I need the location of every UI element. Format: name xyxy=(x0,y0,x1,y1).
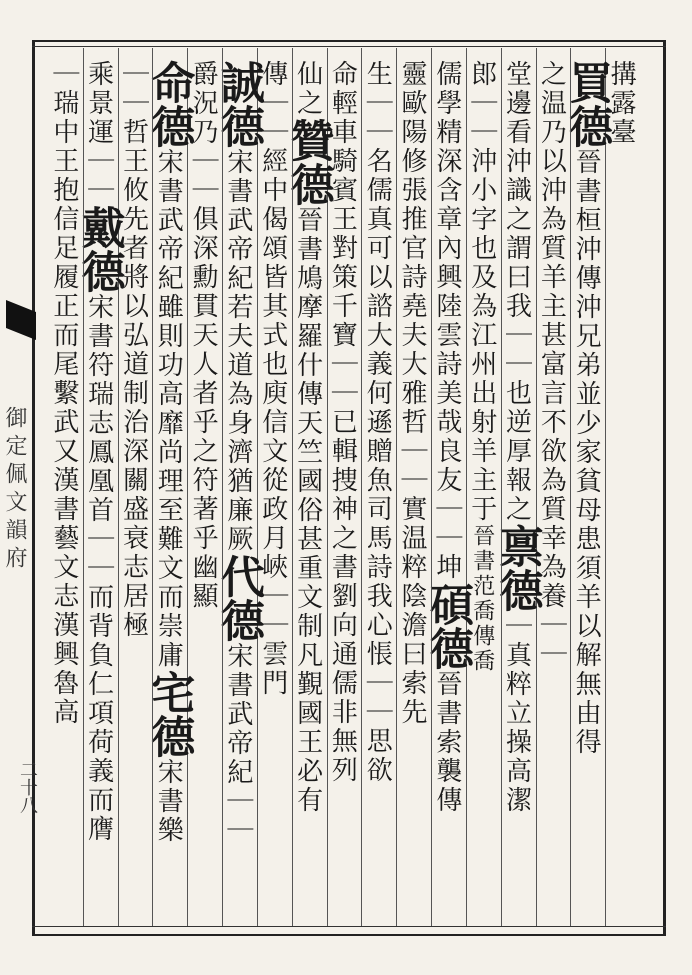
column-divider xyxy=(118,48,119,926)
headword: 誠德 xyxy=(212,60,264,148)
column-divider xyxy=(605,48,606,926)
column-text: 靈歐陽修張推官詩堯夫大雅哲｜｜實温粹 xyxy=(397,60,428,582)
column-text: 臺 xyxy=(605,118,636,147)
column-text: 生｜｜名儒真可以諮大義何遜贈魚司馬詩我心悵｜｜思欲 xyxy=(362,60,393,785)
text-column xyxy=(118,60,153,920)
text-column xyxy=(48,60,83,920)
column-text: 宋書武帝紀若夫道為身濟猶廉厥 xyxy=(222,148,253,554)
column-text: 晉書桓沖傳沖兄弟並少家貧母患須羊以解無由得 xyxy=(571,148,602,757)
column-text: 乘景運｜｜ xyxy=(83,60,114,205)
column-text: ｜真粹立操高潔 xyxy=(501,612,532,815)
text-column xyxy=(143,60,195,920)
column-divider xyxy=(152,48,153,926)
column-text: 堂邊看沖識之謂曰我｜｜也逆厚報之 xyxy=(501,60,532,524)
column-divider xyxy=(361,48,362,926)
headword: 戴德 xyxy=(73,205,125,293)
column-text: 晉書范喬傳喬 xyxy=(469,524,495,674)
headword: 宅德 xyxy=(143,670,195,758)
text-column xyxy=(212,60,264,920)
column-text: 宋書樂 xyxy=(153,758,184,845)
page-number: 二十八 xyxy=(17,760,38,814)
column-text: 晉書索襲傳 xyxy=(431,670,462,815)
column-text: 抱信足履正而尾繫武又漢書藝文志漢興魯高 xyxy=(48,176,79,727)
column-text: 志居極 xyxy=(118,553,149,640)
text-column xyxy=(466,60,501,920)
text-column xyxy=(282,60,334,920)
margin-title: 御定佩文韻府 xyxy=(2,406,27,574)
column-text: 傳｜｜經中偈頌皆其式也庾信文從政月峽｜｜雲門 xyxy=(257,60,288,698)
column-text: 陰澹曰索先 xyxy=(397,582,428,727)
column-divider xyxy=(536,48,537,926)
column-divider xyxy=(396,48,397,926)
text-column xyxy=(421,60,473,920)
text-column xyxy=(536,60,571,920)
headword: 碩德 xyxy=(421,582,473,670)
column-text: 宋書武帝紀｜｜ xyxy=(222,642,253,845)
column-text: 命輕車騎賓王對策千寶｜｜已輯捜神之書劉向通儒非無列 xyxy=(327,60,358,785)
text-column xyxy=(257,60,292,920)
column-text: 仙之 xyxy=(292,60,323,118)
column-text: 宋書武帝紀雖則功高靡尚理至難文而崇庸 xyxy=(153,148,184,670)
column-text: 宋書符瑞志鳳凰首｜｜而背負仁項荷義而膺 xyxy=(83,293,114,844)
column-divider xyxy=(431,48,432,926)
column-divider xyxy=(257,48,258,926)
column-text: 儒學精深含章內興陸雲詩美哉良友｜｜坤 xyxy=(431,60,462,582)
column-text: 之符著乎幽顯 xyxy=(188,437,219,611)
text-column xyxy=(491,60,543,920)
column-divider xyxy=(83,48,84,926)
text-column xyxy=(605,60,640,920)
column-divider xyxy=(222,48,223,926)
column-text: 搆露 xyxy=(605,60,636,118)
text-column xyxy=(396,60,431,920)
headword: 買德 xyxy=(561,60,613,148)
column-divider xyxy=(466,48,467,926)
column-text: 之温乃以沖為質羊主甚富言不欲為質幸為養｜｜ xyxy=(536,60,567,669)
headword: 命德 xyxy=(143,60,195,148)
text-column xyxy=(73,60,125,920)
column-divider xyxy=(501,48,502,926)
column-text: 晉書鳩摩羅什傳天竺國俗甚重文制凡覲國王必有 xyxy=(292,206,323,815)
headword: 贊德 xyxy=(282,118,334,206)
column-text: ｜｜哲王攸先者將以弘道制治深關盛衰 xyxy=(118,60,149,553)
text-column xyxy=(187,60,222,920)
top-rule xyxy=(32,46,666,47)
column-divider xyxy=(187,48,188,926)
headword: 禀德 xyxy=(491,524,543,612)
bottom-rule xyxy=(32,926,666,927)
text-column xyxy=(361,60,396,920)
column-text: 爵況乃｜｜俱深勳貫天人者乎 xyxy=(188,60,219,437)
headword: 代德 xyxy=(212,554,264,642)
column-divider xyxy=(292,48,293,926)
column-divider xyxy=(570,48,571,926)
text-column xyxy=(561,60,613,920)
column-text: ｜瑞中王 xyxy=(48,60,79,176)
column-text: 郎｜｜沖小字也及為江州出射羊主于 xyxy=(466,60,497,524)
